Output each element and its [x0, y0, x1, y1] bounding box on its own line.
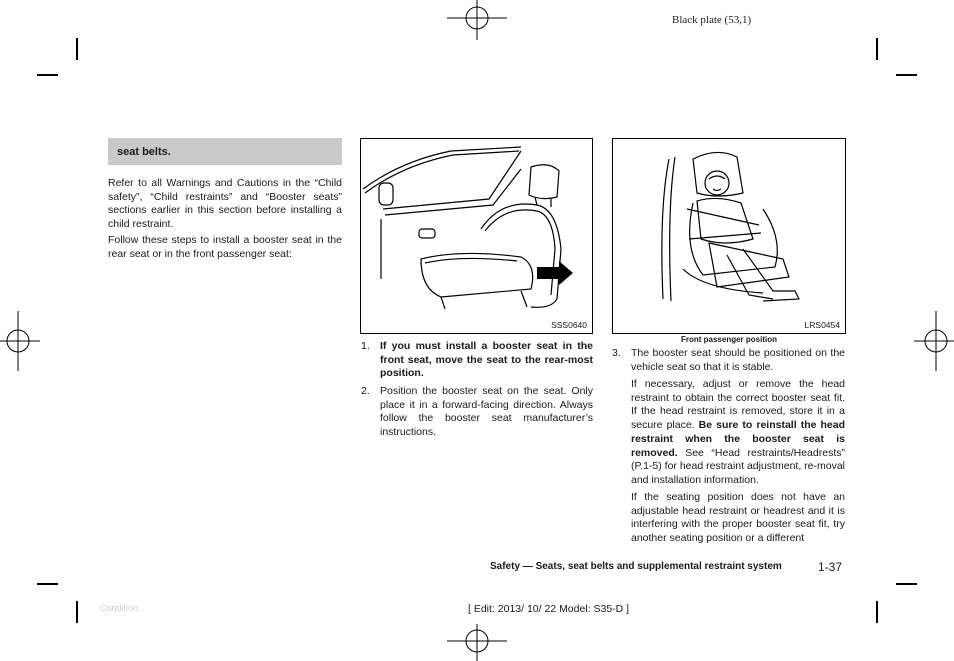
step-number: 1.: [361, 340, 370, 352]
page-number: 1-37: [818, 560, 843, 574]
registration-mark-bottom-icon: [447, 624, 507, 661]
crop-mark-top-left-h: [37, 74, 58, 76]
figure-code: SSS0640: [551, 320, 587, 330]
intro-paragraph: Follow these steps to install a booster seat in the rear seat or in the front passenger seat:: [108, 234, 342, 260]
crop-mark-bottom-left-v: [76, 601, 78, 623]
registration-mark-top-icon: [447, 0, 507, 40]
registration-mark-left-icon: [0, 311, 40, 371]
registration-mark-right-icon: [914, 311, 954, 371]
step-text: Position the booster seat on the seat. Only place it in a forward-facing direction. Always follow the booster seat manufacturer’s instructions.: [380, 385, 593, 439]
crop-mark-bottom-left-h: [37, 583, 58, 585]
crop-mark-bottom-right-h: [896, 583, 917, 585]
crop-mark-top-right-h: [896, 74, 917, 76]
figure-booster-seat: [612, 138, 846, 334]
crop-mark-bottom-right-v: [876, 601, 878, 623]
figure-code: LRS0454: [804, 320, 840, 330]
booster-seat-illustration: [613, 139, 843, 319]
detail-bold-text: Be sure to reinstall the head restraint when the booster seat is removed.: [631, 419, 846, 459]
step-3-alternate-paragraph: If the seating position does not have an adjustable head restraint or headrest and it is interfering with the proper booster seat fit, try another seating position or a different: [631, 491, 845, 545]
section-heading: seat belts.: [108, 138, 342, 165]
detail-text: If necessary, adjust or remove the head restraint to obtain the correct booster seat fit. If the head restraint is removed, store it in a secure place.: [631, 378, 845, 432]
edit-info: [ Edit: 2013/ 10/ 22 Model: S35-D ]: [468, 603, 630, 615]
crop-mark-top-left-v: [76, 38, 78, 60]
step-number: 2.: [361, 385, 370, 397]
step-text: The booster seat should be positioned on the vehicle seat so that it is stable.: [631, 347, 845, 373]
crop-mark-top-right-v: [876, 38, 878, 60]
figure-seat-position: [360, 138, 593, 334]
plate-label: Black plate (53,1): [672, 14, 752, 26]
intro-paragraph: Refer to all Warnings and Cautions in the “Child safety”, “Child restraints” and “Booster seats” sections earlier in this section before installing a child restraint.: [108, 177, 342, 231]
figure-caption: Front passenger position: [680, 335, 777, 344]
step-number: 3.: [612, 347, 621, 359]
condition-label: Condition:: [100, 603, 141, 613]
step-text: If you must install a booster seat in the front seat, move the seat to the rear-most position.: [380, 340, 593, 380]
front-seat-illustration: [361, 139, 591, 319]
footer-section-title: Safety — Seats, seat belts and supplemental restraint system: [490, 561, 782, 572]
step-3-detail-paragraph: [631, 378, 845, 488]
detail-text: See “Head restraints/Headrests” (P.1-5) for head restraint adjustment, re-moval and installation information.: [631, 446, 845, 486]
